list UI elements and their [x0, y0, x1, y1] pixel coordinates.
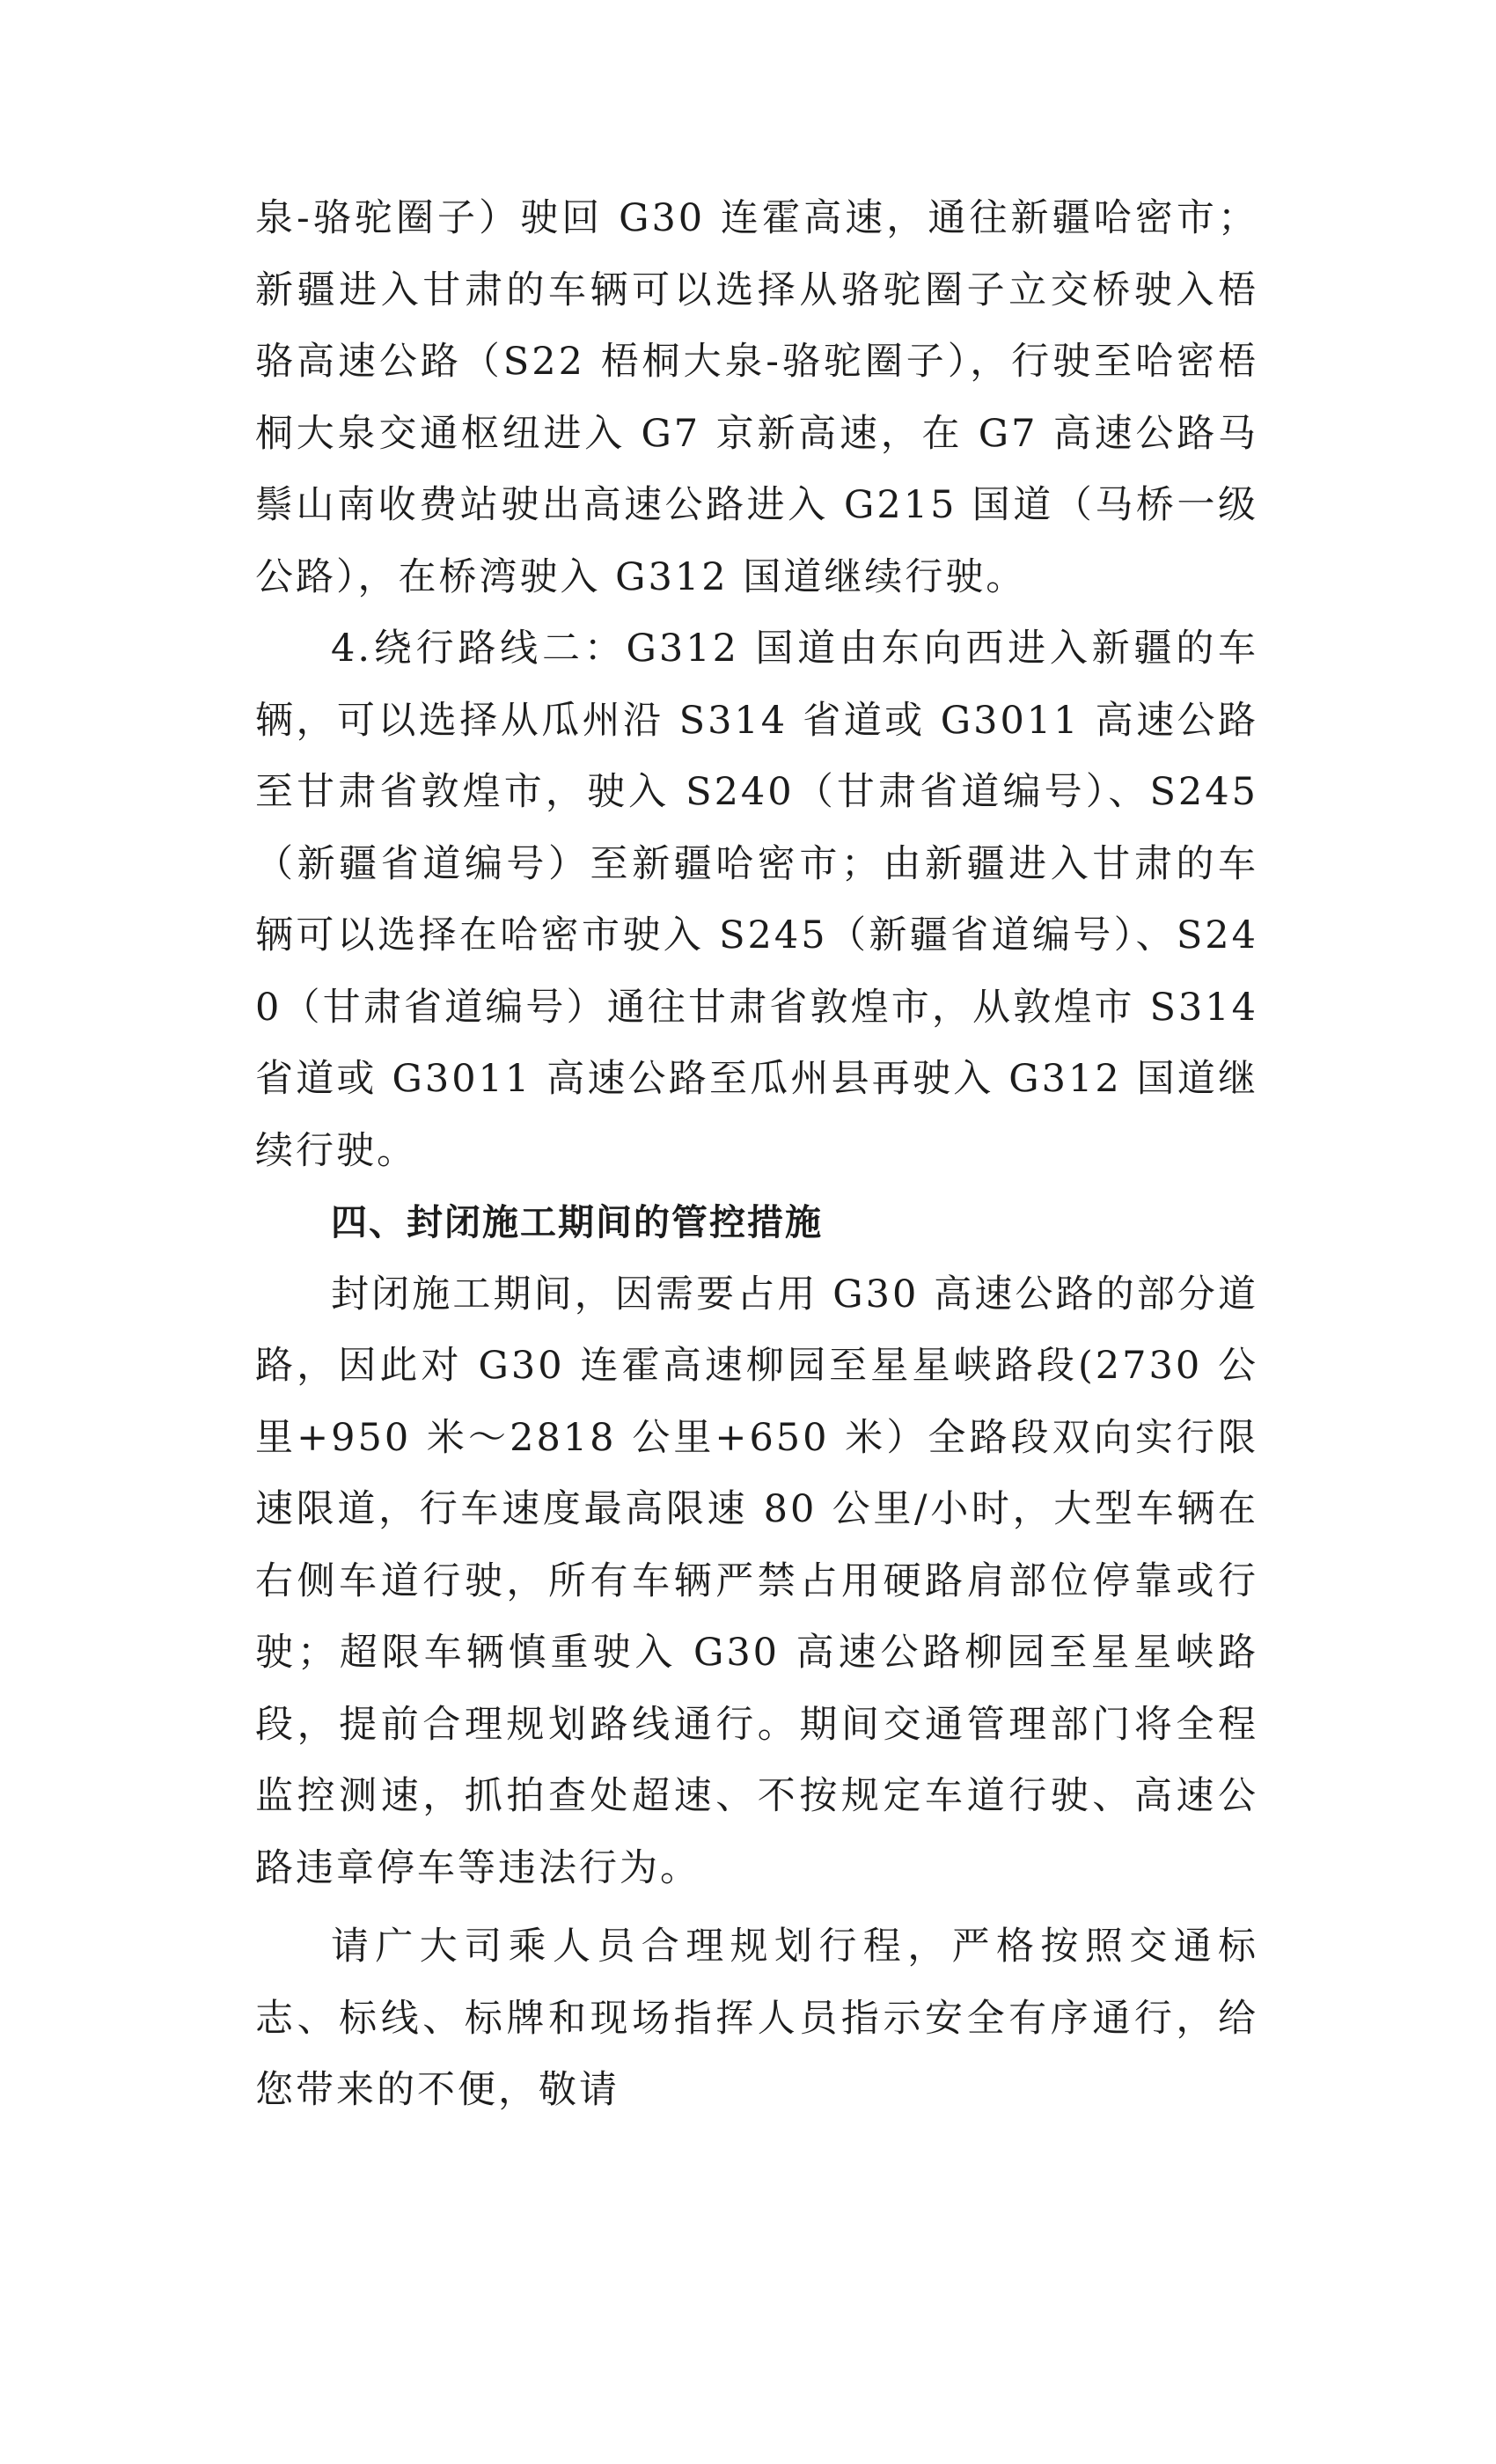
paragraph-route-two: 4.绕行路线二：G312 国道由东向西进入新疆的车辆，可以选择从瓜州沿 S314 省道或 G3011 高速公路至甘肃省敦煌市，驶入 S240（甘肃省道编号）、S245（新疆省道编号）至新疆哈密市；由新疆进入甘肃的车辆可以选择在哈密市驶入 S245（新疆省道编号）、S240（甘肃省道编号）通往甘肃省敦煌市，从敦煌市 S314 省道或 G3011 高速公路至瓜州县再驶入 G312 国道继续行驶。: [255, 627, 1258, 1173]
document-body: [255, 183, 1258, 2127]
paragraph-route-one-continued: 泉-骆驼圈子）驶回 G30 连霍高速，通往新疆哈密市；新疆进入甘肃的车辆可以选择从骆驼圈子立交桥驶入梧骆高速公路（S22 梧桐大泉-骆驼圈子），行驶至哈密梧桐大泉交通枢纽进入 G7 京新高速，在 G7 高速公路马鬃山南收费站驶出高速公路进入 G215 国道（马桥一级公路），在桥湾驶入 G312 国道继续行驶。: [255, 196, 1258, 599]
section-heading-control-measures: 四、封闭施工期间的管控措施: [331, 1201, 823, 1243]
paragraph-control-measures: 封闭施工期间，因需要占用 G30 高速公路的部分道路，因此对 G30 连霍高速柳园至星星峡路段(2730 公里+950 米～2818 公里+650 米）全路段双向实行限速限道，行车速度最高限速 80 公里/小时，大型车辆在右侧车道行驶，所有车辆严禁占用硬路肩部位停靠或行驶；超限车辆慎重驶入 G30 高速公路柳园至星星峡路段，提前合理规划路线通行。期间交通管理部门将全程监控测速，抓拍查处超速、不按规定车道行驶、高速公路违章停车等违法行为。: [255, 1272, 1258, 1890]
paragraph-gap: [255, 1904, 1258, 1911]
paragraph-closing-request: 请广大司乘人员合理规划行程，严格按照交通标志、标线、标牌和现场指挥人员指示安全有序通行，给您带来的不便，敬请: [255, 1925, 1258, 2112]
